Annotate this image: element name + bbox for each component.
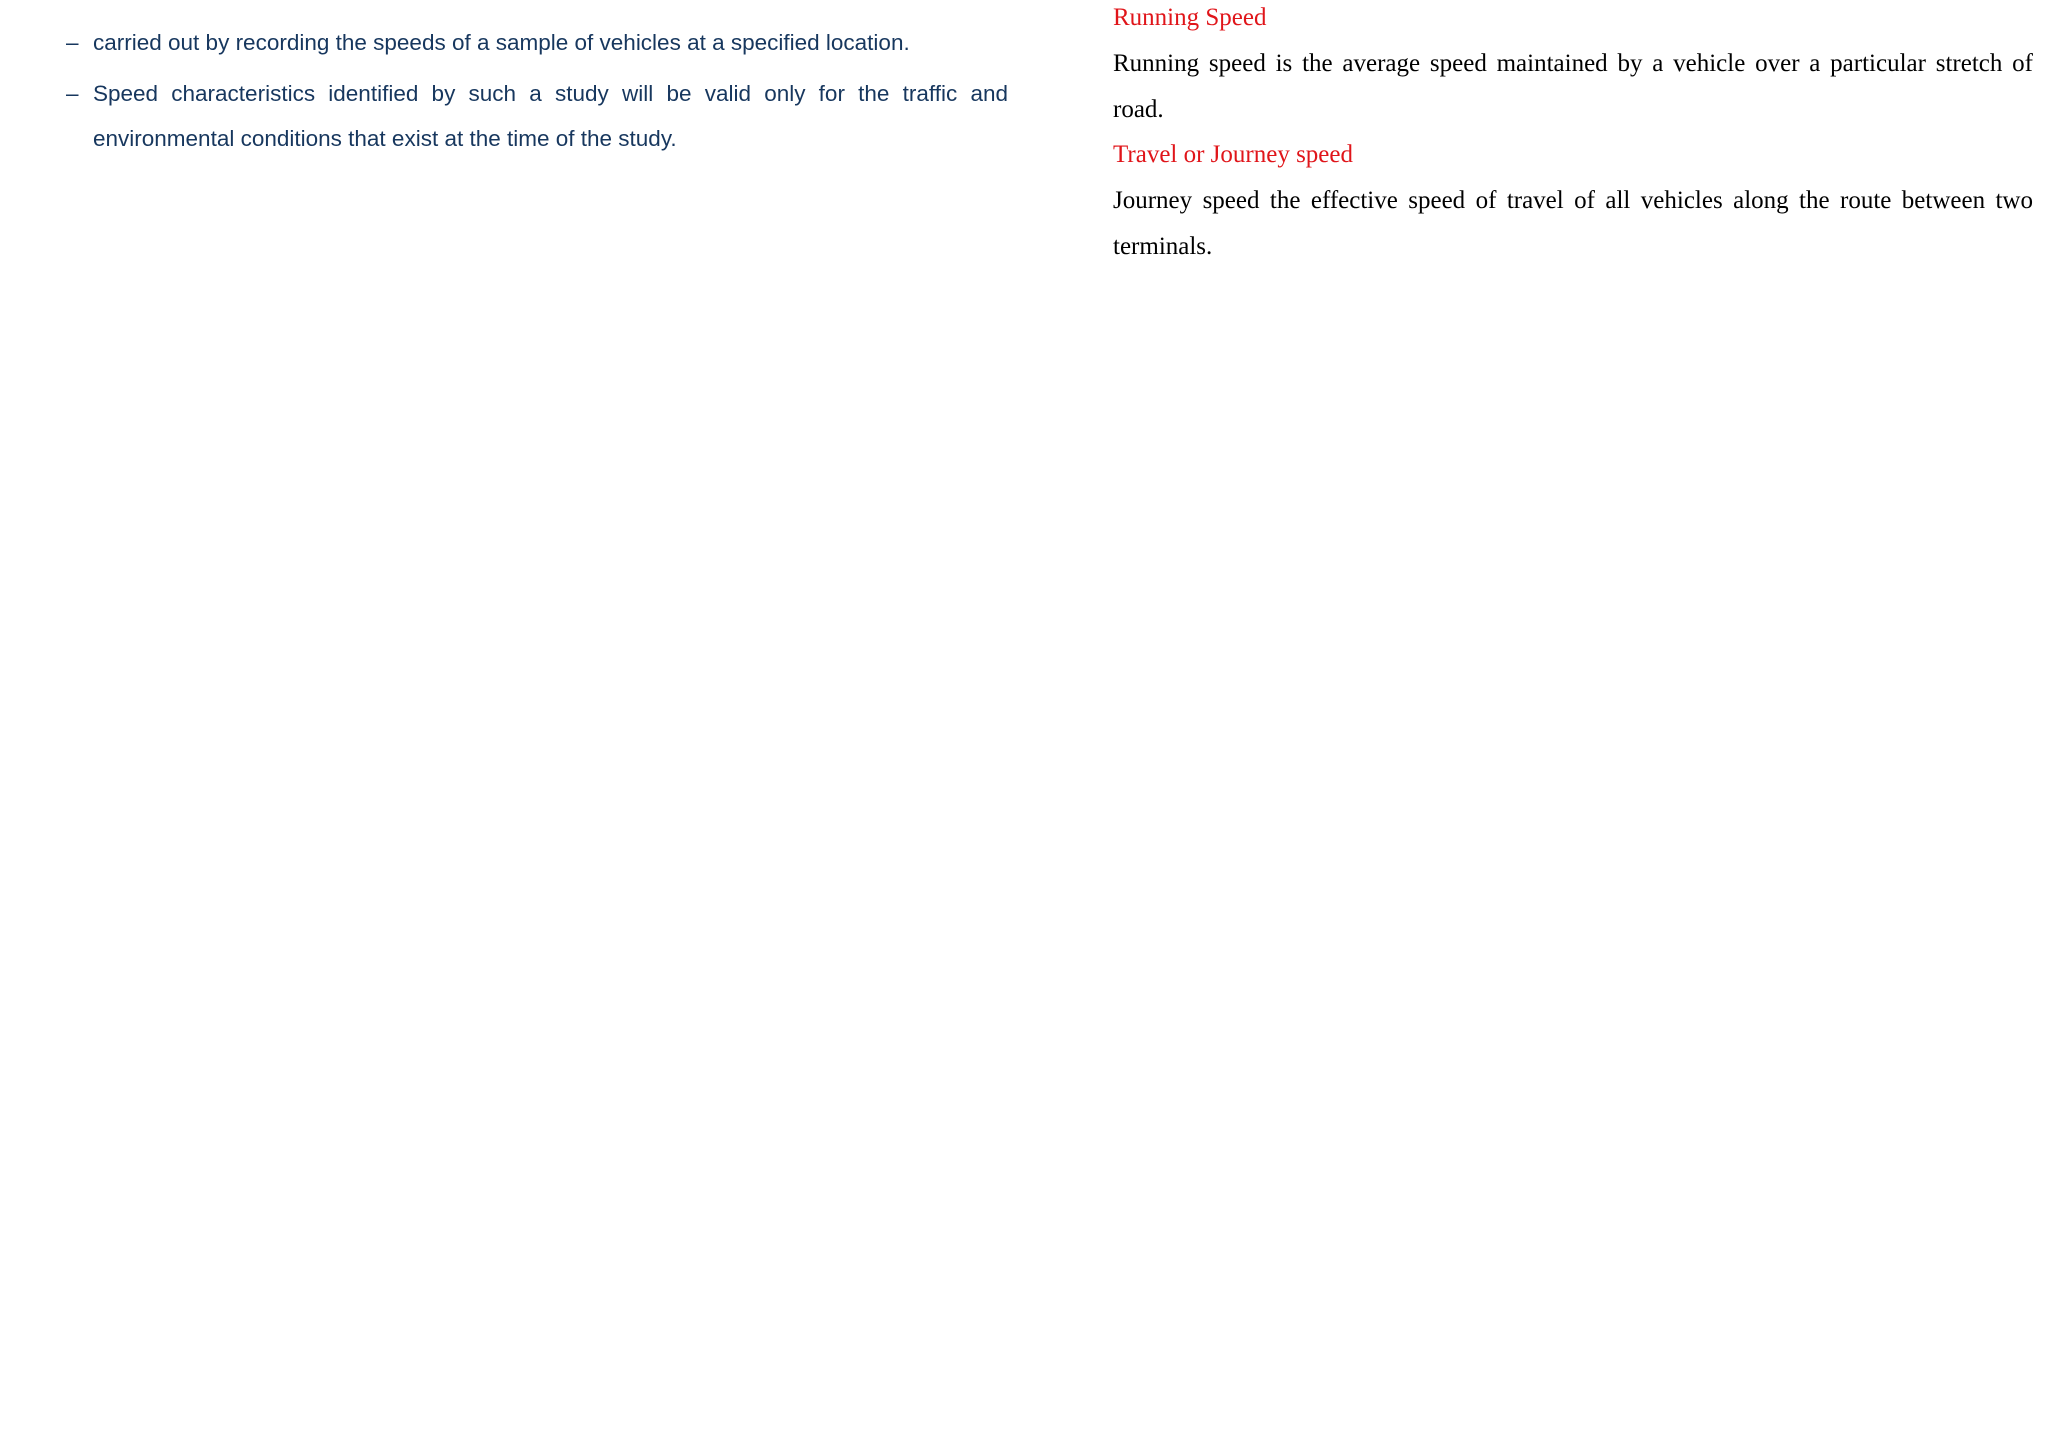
dash-bullet-icon: – <box>66 30 79 55</box>
dash-bullet-icon: – <box>66 81 79 106</box>
bullet-text: carried out by recording the speeds of a sample of vehicles at a specified location. <box>93 30 910 55</box>
bullet-item <box>66 71 1008 161</box>
bullet-text: Speed characteristics identified by such a study will be valid only for the traffic and environmental conditions that exist at the time of the study. <box>93 81 1008 151</box>
bullet-item <box>66 20 1008 65</box>
section-heading-running-speed: Running Speed <box>1113 4 1267 31</box>
section-heading-journey-speed: Travel or Journey speed <box>1113 141 1354 168</box>
section-body-journey-speed: Journey speed the effective speed of travel of all vehicles along the route between two terminals. <box>1113 187 2033 260</box>
section-body-running-speed: Running speed is the average speed maintained by a vehicle over a particular stretch of road. <box>1113 50 2033 123</box>
